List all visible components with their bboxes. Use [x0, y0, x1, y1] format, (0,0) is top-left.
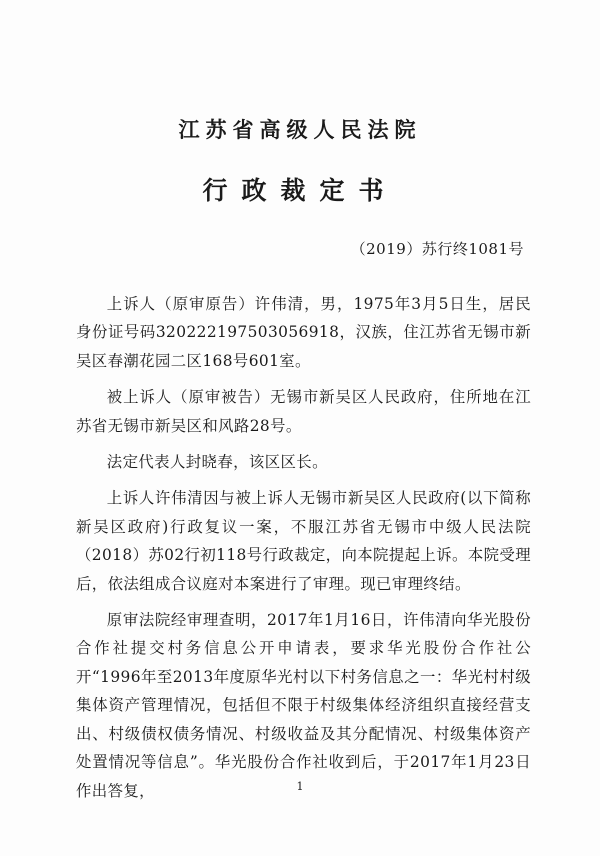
paragraph-appellant: 上诉人（原审原告）许伟清，男，1975年3月5日生，居民身份证号码320222197503056918，汉族，住江苏省无锡市新吴区春潮花园二区168号601室。 — [76, 295, 531, 370]
court-name: 江苏省高级人民法院 — [178, 117, 422, 142]
page-number: 1 — [296, 780, 304, 793]
document-body — [76, 290, 531, 813]
paragraph-legal-representative: 法定代表人封晓春，该区区长。 — [106, 453, 328, 472]
case-number: （2019）苏行终1081号 — [350, 240, 524, 258]
paragraph-case-background: 上诉人许伟清因与被上诉人无锡市新吴区人民政府(以下简称新吴区政府)行政复议一案，不服江苏省无锡市中级人民法院（2018）苏02行初118号行政裁定，向本院提起上诉。本院受理后，依法组成合议庭对本案进行了审理。现已审理终结。 — [76, 489, 531, 593]
document-title: 行政裁定书 — [202, 176, 398, 205]
paragraph-findings: 原审法院经审理查明，2017年1月16日，许伟清向华光股份合作社提交村务信息公开申请表，要求华光股份合作社公开“1996年至2013年度原华光村以下村务信息之一：华光村村级集体资产管理情况，包括但不限于村级集体经济组织直接经营支出、村级债权债务情况、村级收益及其分配情况、村级集体资产处置情况等信息”。华光股份合作社收到后，于2017年1月23日作出答复， — [76, 611, 531, 800]
paragraph-appellee: 被上诉人（原审被告）无锡市新吴区人民政府，住所地在江苏省无锡市新吴区和风路28号。 — [76, 388, 531, 435]
